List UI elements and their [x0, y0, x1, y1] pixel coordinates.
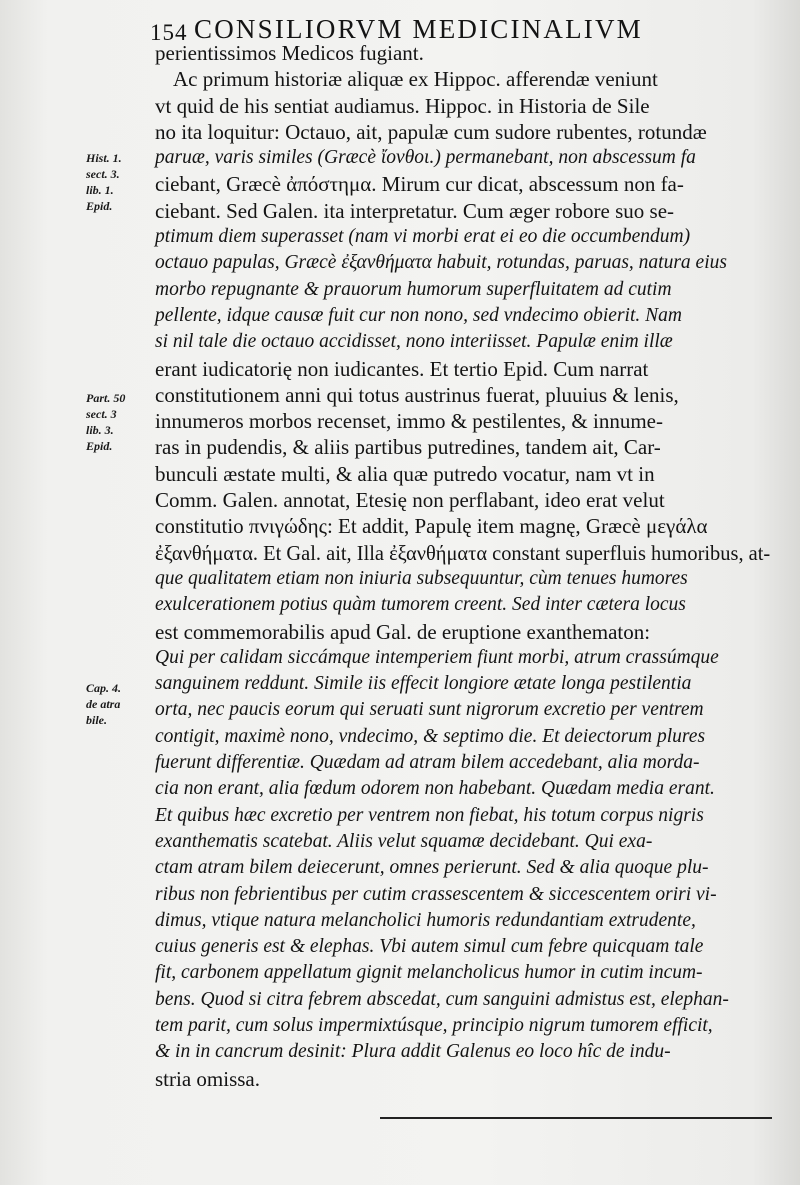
text-line: ciebant, Græcè ἀπόστημα. Mirum cur dicat, abscessum non fa-: [155, 172, 684, 197]
margin-note-line: sect. 3.: [86, 167, 120, 181]
text-line: perientissimos Medicos fugiant.: [155, 41, 424, 65]
margin-note-line: Cap. 4.: [86, 681, 122, 695]
text-line: no ita loquitur: Octauo, ait, papulæ cum sudore rubentes, rotundæ: [155, 119, 707, 144]
page-number: 154: [150, 20, 188, 45]
text-line: que qualitatem etiam non iniuria subsequuntur, cùm tenues humores: [155, 567, 688, 589]
text-line: Et quibus hæc excretio per ventrem non fiebat, his totum corpus nigris: [155, 804, 704, 826]
text-line: exulcerationem potius quàm tumorem creent. Sed inter cætera locus: [155, 594, 686, 616]
text-line: stria omissa.: [155, 1066, 260, 1091]
text-line: ras in pudendis, & aliis partibus putredines, tandem ait, Car-: [155, 435, 661, 460]
text-line: contigit, maximè nono, vndecimo, & septimo die. Et deiectorum plures: [155, 725, 706, 747]
text-line: pellente, idque causæ fuit cur non nono, sed vndecimo obierit. Nam: [155, 304, 682, 326]
margin-note: [86, 150, 152, 214]
text-line: fuerunt differentiæ. Quædam ad atram bilem accedebant, alia morda-: [155, 752, 700, 774]
margin-note-line: Part. 50: [86, 391, 126, 405]
text-line: octauo papulas, Græcè ἐξανθήματα habuit, rotundas, paruas, natura eius: [155, 252, 727, 274]
text-line: Comm. Galen. annotat, Etesię non perflabant, ideo erat velut: [155, 488, 665, 513]
text-line: constitutionem anni qui totus austrinus fuerat, pluuius & lenis,: [155, 382, 679, 407]
text-line: bunculi æstate multi, & alia quæ putredo vocatur, nam vt in: [155, 461, 655, 486]
margin-note-line: sect. 3: [86, 407, 117, 421]
underline-rule: [380, 1117, 772, 1119]
text-line: orta, nec paucis eorum qui seruati sunt nigrorum excretio per ventrem: [155, 699, 704, 721]
text-line: ctam atram bilem deiecerunt, omnes perierunt. Sed & alia quoque plu-: [155, 857, 709, 879]
text-line: ptimum diem superasset (nam vi morbi erat ei eo die occumbendum): [155, 226, 691, 248]
text-line: cuius generis est & elephas. Vbi autem simul cum febre quicquam tale: [155, 936, 704, 958]
margin-note-line: Epid.: [86, 439, 113, 453]
text-line: fit, carbonem appellatum gignit melancholicus humor in cutim incum-: [155, 962, 703, 984]
text-line: bens. Quod si citra febrem abscedat, cum sanguini admistus est, elephan-: [155, 988, 729, 1010]
text-line: exanthematis scatebat. Aliis velut squamæ decidebant. Qui exa-: [155, 830, 653, 852]
page-header: [150, 10, 770, 44]
text-line: ribus non febrientibus per cutim crassescentem & siccescentem oriri vi-: [155, 883, 717, 905]
text-line: vt quid de his sentiat audiamus. Hippoc. in Historia de Sile: [155, 93, 650, 118]
text-line: constitutio πνιγώδης: Et addit, Papulę item magnę, Græcè μεγάλα: [155, 514, 708, 539]
margin-note-line: bile.: [86, 713, 107, 727]
text-line: dimus, vtique natura melancholici humoris redundantiam extrudente,: [155, 909, 696, 931]
text-line: Qui per calidam siccámque intemperiem fiunt morbi, atrum crassúmque: [155, 646, 719, 668]
text-line: morbo repugnante & prauorum humorum superfluitatem ad cutim: [155, 278, 672, 300]
text-line: Ac primum historiæ aliquæ ex Hippoc. afferendæ veniunt: [173, 67, 658, 92]
text-line: tem parit, cum solus impermixtúsque, principio nigrum tumorem efficit,: [155, 1014, 713, 1036]
text-line: est commemorabilis apud Gal. de eruptione exanthematon:: [155, 619, 651, 644]
text-line: ἐξανθήματα. Et Gal. ait, Illa ἐξανθήματα constant superfluis humoribus, at-: [155, 540, 771, 565]
margin-note-line: de atra: [86, 697, 121, 711]
text-line: ciebant. Sed Galen. ita interpretatur. Cum æger robore suo se-: [155, 198, 675, 223]
margin-note-line: Hist. 1.: [86, 151, 122, 165]
text-line: si nil tale die octauo accidisset, nono interiisset. Papulæ enim illæ: [155, 331, 673, 353]
running-head: CONSILIORVM MEDICINALIVM: [194, 14, 643, 44]
text-line: innumeros morbos recenset, immo & pestilentes, & innume-: [155, 409, 663, 434]
margin-note: [86, 390, 152, 454]
text-line: erant iudicatorię non iudicantes. Et tertio Epid. Cum narrat: [155, 356, 649, 381]
text-line: cia non erant, alia fœdum odorem non habebant. Quædam media erant.: [155, 778, 715, 800]
margin-note: [86, 680, 152, 728]
margin-note-line: lib. 3.: [86, 423, 114, 437]
text-line: & in in cancrum desinit: Plura addit Galenus eo loco hîc de indu-: [155, 1041, 671, 1063]
text-line: sanguinem reddunt. Simile iis effecit longiore ætate longa pestilentia: [155, 673, 692, 695]
body-text: [155, 40, 775, 1092]
margin-note-line: lib. 1.: [86, 183, 114, 197]
margin-note-line: Epid.: [86, 199, 113, 213]
text-line: paruæ, varis similes (Græcè ἴονθοι.) permanebant, non abscessum fa: [155, 147, 696, 169]
